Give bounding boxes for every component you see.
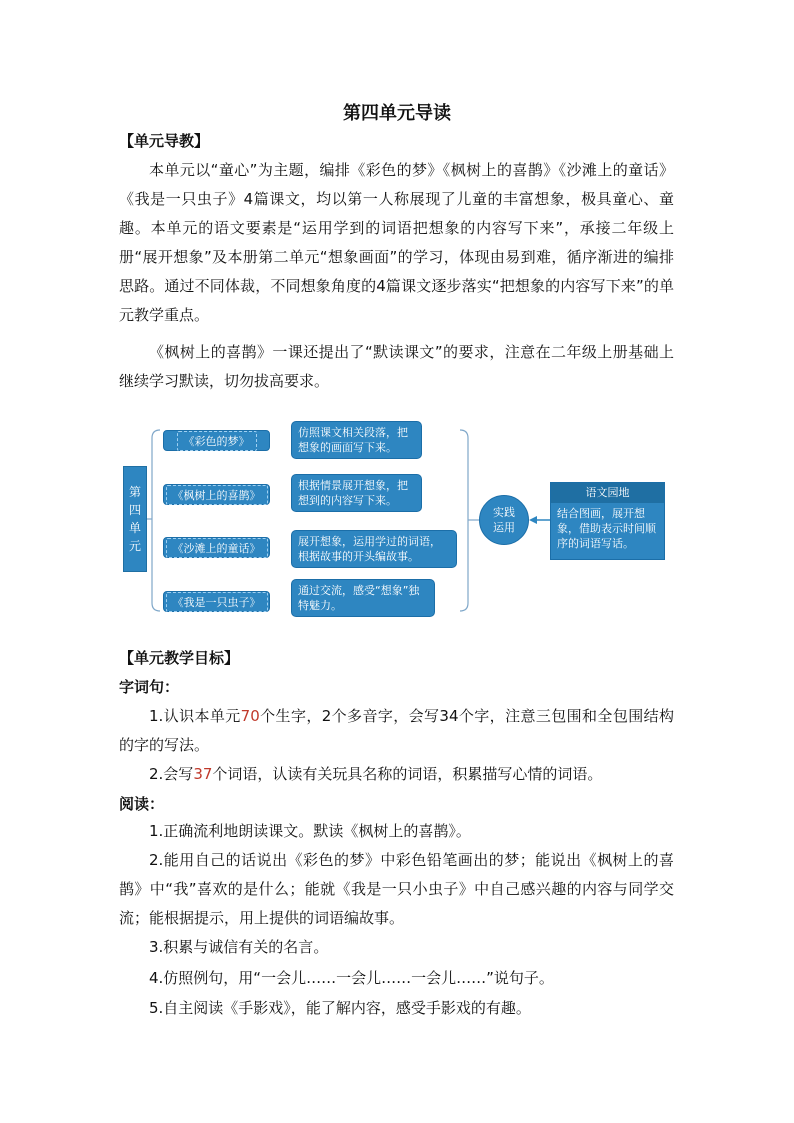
lesson-box-1	[163, 430, 270, 451]
description-box-2: 根据情景展开想象，把想到的内容写下来。	[291, 474, 422, 512]
arrow-head-icon	[529, 516, 537, 524]
reading-subheading: 阅读：	[119, 795, 165, 813]
words-goal-2	[149, 760, 674, 789]
reading-goal-1: 1.正确流利地朗读课文。默读《枫树上的喜鹊》。	[149, 822, 471, 840]
goal-text: 2.会写	[149, 765, 194, 783]
lesson-label: 《枫树上的喜鹊》	[166, 485, 268, 505]
word-count: 37	[193, 765, 213, 783]
description-box-4: 通过交流，感受“想象”独特魅力。	[291, 579, 435, 617]
lesson-label: 《我是一只虫子》	[166, 592, 268, 612]
chinese-garden-box	[550, 482, 665, 560]
teaching-goals-heading: 【单元教学目标】	[119, 649, 240, 667]
unit-guide-paragraph-2: 《枫树上的喜鹊》一课还提出了“默读课文”的要求，注意在二年级上册基础上继续学习默读，切勿拔高要求。	[119, 343, 674, 390]
reading-goal-4: 4.仿照例句，用“一会儿……一会儿……一会儿……”说句子。	[149, 969, 554, 987]
practice-label: 实践运用	[493, 506, 515, 534]
unit-guide-paragraph-1: 本单元以“童心”为主题，编排《彩色的梦》《枫树上的喜鹊》《沙滩上的童话》《我是一只虫子》4篇课文，均以第一人称展现了儿童的丰富想象，极具童心、童趣。本单元的语文要素是“运用学到的词语把想象的内容写下来”，承接二年级上册“展开想象”及本册第二单元“想象画面”的学习，体现由易到难，循序渐进的编排思路。通过不同体裁，不同想象角度的4篇课文逐步落实“把想象的内容写下来”的单元教学重点。	[119, 161, 674, 324]
lesson-label: 《彩色的梦》	[177, 431, 257, 451]
lesson-label: 《沙滩上的童话》	[166, 538, 268, 558]
unit-guide-heading: 【单元导教】	[119, 132, 210, 150]
character-count: 70	[240, 707, 260, 725]
garden-title: 语文园地	[551, 483, 664, 503]
description-box-3: 展开想象，运用学过的词语，根据故事的开头编故事。	[291, 530, 457, 568]
goal-text: 1.认识本单元	[149, 707, 241, 725]
goal-text: 个生字，2个多音字，会写34个字，注意三包围和全包围结构的字的写法。	[119, 707, 674, 754]
reading-goal-5: 5.自主阅读《手影戏》，能了解内容，感受手影戏的有趣。	[149, 999, 531, 1017]
words-goal-1	[119, 702, 674, 760]
lesson-box-2	[163, 484, 270, 505]
reading-goal-3: 3.积累与诚信有关的名言。	[149, 938, 329, 956]
lesson-box-4	[163, 591, 270, 612]
unit-label-box: 第四单元	[123, 466, 147, 572]
right-bracket	[460, 430, 468, 611]
left-bracket	[152, 430, 160, 611]
goal-text: 个词语，认读有关玩具名称的词语，积累描写心情的词语。	[212, 765, 603, 783]
description-box-1: 仿照课文相关段落，把想象的画面写下来。	[291, 421, 422, 459]
reading-goal-2: 2.能用自己的话说出《彩色的梦》中彩色铅笔画出的梦；能说出《枫树上的喜鹊》中“我”喜欢的是什么；能就《我是一只小虫子》中自己感兴趣的内容与同学交流；能根据提示，用上提供的词语编故事。	[119, 851, 674, 927]
words-subheading: 字词句：	[119, 678, 180, 696]
lesson-box-3	[163, 537, 270, 558]
garden-description: 结合图画，展开想象，借助表示时间顺序的词语写话。	[557, 507, 656, 550]
practice-circle	[479, 495, 529, 545]
page-title: 第四单元导读	[343, 103, 451, 124]
